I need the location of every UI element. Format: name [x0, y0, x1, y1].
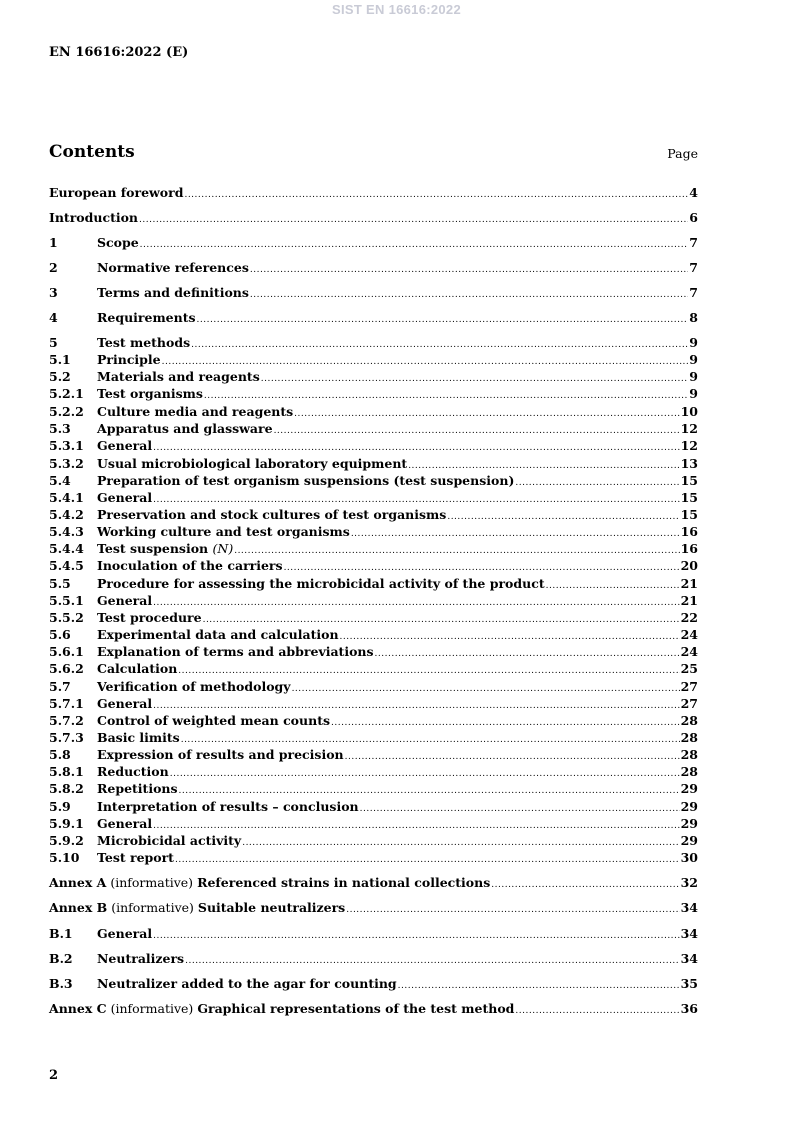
- toc-title-text: Apparatus and glassware: [97, 421, 273, 436]
- toc-section-title: [97, 335, 190, 351]
- toc-title-text: Scope: [97, 235, 139, 250]
- toc-section-title: [97, 456, 407, 472]
- toc-section-title: [97, 816, 152, 832]
- toc-dot-leader: [491, 877, 679, 893]
- toc-entry[interactable]: [49, 610, 698, 628]
- toc-section-number: 5.2: [49, 369, 71, 384]
- toc-dot-leader: [191, 337, 688, 353]
- toc-title-text: General: [97, 593, 153, 608]
- toc-section-number: 5.4.5: [49, 558, 84, 573]
- toc-section-number: 5: [49, 335, 58, 350]
- toc-section-title: [97, 438, 152, 454]
- toc-section-number: 5.7.1: [49, 696, 84, 711]
- toc-page-number: 28: [680, 713, 698, 728]
- toc-page-number: 24: [680, 644, 698, 659]
- toc-section-number: B.3: [49, 976, 73, 991]
- toc-entry[interactable]: [49, 661, 698, 679]
- toc-dot-leader: [242, 835, 679, 851]
- toc-page-number: 4: [689, 185, 698, 200]
- toc-page-number: 6: [689, 210, 698, 225]
- toc-section-number: 5.7.2: [49, 713, 84, 728]
- toc-title-text: Neutralizers: [97, 951, 185, 966]
- toc-section-title: [97, 730, 180, 746]
- toc-section-number: 5.4.4: [49, 541, 84, 556]
- toc-page-number: 34: [680, 951, 698, 966]
- toc-title-text: Test report: [97, 850, 174, 865]
- toc-dot-leader: [197, 312, 689, 328]
- toc-page-number: 24: [680, 627, 698, 642]
- toc-entry[interactable]: [49, 764, 698, 782]
- toc-section-title: [97, 610, 202, 626]
- toc-dot-leader: [153, 492, 679, 508]
- toc-page-number: 9: [689, 352, 698, 367]
- table-of-contents: [49, 0, 698, 1122]
- toc-section-title: [97, 558, 283, 574]
- toc-section-title: [97, 696, 152, 712]
- toc-section-number: 3: [49, 285, 58, 300]
- toc-dot-leader: [351, 526, 680, 542]
- toc-page-number: 21: [680, 593, 698, 608]
- toc-section-title: [49, 210, 138, 226]
- toc-page-number: 22: [680, 610, 698, 625]
- toc-title-text: Calculation: [97, 661, 178, 676]
- toc-title-text: General: [97, 696, 153, 711]
- toc-title-text: General: [97, 816, 153, 831]
- toc-section-number: 4: [49, 310, 58, 325]
- toc-section-title: [49, 185, 183, 201]
- toc-title-text: Test procedure: [97, 610, 202, 625]
- toc-page-number: 27: [680, 696, 698, 711]
- toc-title-text: Microbicidal activity: [97, 833, 242, 848]
- toc-dot-leader: [284, 560, 680, 576]
- toc-section-title: [97, 507, 446, 523]
- toc-section-title: [97, 644, 374, 660]
- toc-entry[interactable]: [49, 352, 698, 370]
- toc-dot-leader: [250, 287, 688, 303]
- toc-page-number: 21: [680, 576, 698, 591]
- toc-section-number: B.1: [49, 926, 73, 941]
- toc-section-number: 5.8.1: [49, 764, 84, 779]
- toc-page-number: 7: [689, 235, 698, 250]
- toc-section-title: [97, 386, 203, 402]
- toc-section-title: [97, 627, 339, 643]
- toc-dot-leader: [294, 406, 679, 422]
- toc-entry[interactable]: [49, 799, 698, 817]
- toc-dot-leader: [179, 783, 680, 799]
- toc-page-number: 7: [689, 260, 698, 275]
- toc-title-text: Terms and definitions: [97, 285, 249, 300]
- toc-entry[interactable]: [49, 335, 698, 353]
- toc-title-text: Test suspension: [97, 541, 213, 556]
- toc-section-number: 5.6: [49, 627, 71, 642]
- toc-section-title: [97, 661, 177, 677]
- toc-title-text: Requirements: [97, 310, 196, 325]
- toc-section-title: [97, 679, 291, 695]
- toc-dot-leader: [153, 818, 679, 834]
- toc-entry[interactable]: [49, 976, 698, 994]
- toc-dot-leader: [408, 458, 679, 474]
- toc-title-text: Culture media and reagents: [97, 404, 294, 419]
- toc-title-text: Inoculation of the carriers: [97, 558, 283, 573]
- toc-dot-leader: [250, 262, 688, 278]
- toc-section-title: [97, 747, 344, 763]
- toc-dot-leader: [345, 749, 680, 765]
- toc-entry[interactable]: [49, 456, 698, 474]
- toc-section-title: [97, 850, 174, 866]
- toc-section-title: [97, 713, 330, 729]
- toc-section-title: [97, 490, 152, 506]
- toc-entry[interactable]: [49, 816, 698, 834]
- toc-page-number: 28: [680, 747, 698, 762]
- toc-dot-leader: [170, 766, 680, 782]
- contents-heading: Contents: [49, 142, 135, 162]
- toc-page-number: 34: [680, 900, 698, 915]
- toc-section-number: 5.6.1: [49, 644, 84, 659]
- toc-entry[interactable]: [49, 730, 698, 748]
- toc-title-text: Control of weighted mean counts: [97, 713, 331, 728]
- toc-entry[interactable]: [49, 951, 698, 969]
- toc-page-number: 15: [680, 507, 698, 522]
- toc-dot-leader: [331, 715, 680, 731]
- toc-entry[interactable]: [49, 875, 698, 893]
- toc-dot-leader: [153, 928, 679, 944]
- toc-annex-label: Annex C: [49, 1001, 107, 1016]
- toc-page-number: 16: [680, 541, 698, 556]
- toc-entry[interactable]: [49, 679, 698, 697]
- toc-dot-leader: [274, 423, 680, 439]
- toc-page-number: 13: [680, 456, 698, 471]
- toc-entry[interactable]: [49, 696, 698, 714]
- toc-section-title: [97, 369, 260, 385]
- toc-annex-note: (informative): [110, 875, 194, 890]
- toc-page-number: 25: [680, 661, 698, 676]
- toc-entry[interactable]: [49, 185, 698, 203]
- toc-title-text: Interpretation of results – conclusion: [97, 799, 359, 814]
- toc-dot-leader: [204, 388, 688, 404]
- toc-dot-leader: [360, 801, 680, 817]
- toc-page-number: 15: [680, 473, 698, 488]
- toc-title-text: Neutralizer added to the agar for counting: [97, 976, 397, 991]
- toc-section-title: [97, 235, 139, 251]
- toc-page-number: 27: [680, 679, 698, 694]
- toc-page-number: 34: [680, 926, 698, 941]
- toc-entry[interactable]: [49, 576, 698, 594]
- toc-title-text: Procedure for assessing the microbicidal activity of the product: [97, 576, 545, 591]
- toc-section-number: 5.9: [49, 799, 71, 814]
- toc-section-number: 5.4: [49, 473, 71, 488]
- toc-entry[interactable]: [49, 386, 698, 404]
- toc-annex-note: (informative): [111, 900, 194, 915]
- toc-title-text: Repetitions: [97, 781, 178, 796]
- toc-title-text: European foreword: [49, 185, 184, 200]
- toc-dot-leader: [153, 440, 679, 456]
- toc-title-text: General: [97, 926, 153, 941]
- toc-title-text: Basic limits: [97, 730, 180, 745]
- toc-page-number: 15: [680, 490, 698, 505]
- toc-dot-leader: [515, 475, 679, 491]
- toc-page-number: 32: [680, 875, 698, 890]
- toc-section-number: 2: [49, 260, 58, 275]
- footer-page-number: 2: [49, 1068, 59, 1083]
- toc-title-text: Principle: [97, 352, 161, 367]
- toc-section-number: 5.9.2: [49, 833, 84, 848]
- toc-annex-note: (informative): [110, 1001, 194, 1016]
- toc-section-number: 5.3.1: [49, 438, 84, 453]
- toc-page-number: 29: [680, 799, 698, 814]
- toc-section-title: [97, 473, 514, 489]
- toc-section-number: 5.1: [49, 352, 71, 367]
- toc-title-text: Referenced strains in national collections: [197, 875, 491, 890]
- toc-section-number: 5.3: [49, 421, 71, 436]
- toc-title-text: Expression of results and precision: [97, 747, 344, 762]
- toc-title-text: Preparation of test organism suspensions (test suspension): [97, 473, 515, 488]
- toc-page-number: 12: [680, 438, 698, 453]
- toc-section-title: [97, 310, 196, 326]
- toc-title-text: Verification of methodology: [97, 679, 291, 694]
- toc-entry[interactable]: [49, 438, 698, 456]
- toc-page-number: 29: [680, 781, 698, 796]
- toc-section-title: [97, 260, 249, 276]
- toc-dot-leader: [261, 371, 689, 387]
- toc-section-number: 5.4.3: [49, 524, 84, 539]
- toc-page-number: 9: [689, 335, 698, 350]
- toc-page-number: 9: [689, 386, 698, 401]
- toc-section-number: 5.2.2: [49, 404, 84, 419]
- toc-section-title: [97, 285, 249, 301]
- toc-entry[interactable]: [49, 926, 698, 944]
- toc-section-number: 5.8.2: [49, 781, 84, 796]
- page-column-label: Page: [667, 146, 698, 161]
- toc-entry[interactable]: [49, 235, 698, 253]
- toc-title-symbol: (N): [212, 541, 234, 556]
- toc-section-number: 5.6.2: [49, 661, 84, 676]
- toc-section-title: [97, 799, 359, 815]
- toc-title-text: Normative references: [97, 260, 249, 275]
- watermark: SIST EN 16616:2022: [332, 2, 461, 17]
- toc-page-number: 30: [680, 850, 698, 865]
- toc-page-number: 20: [680, 558, 698, 573]
- toc-section-number: 5.4.2: [49, 507, 84, 522]
- toc-entry[interactable]: [49, 369, 698, 387]
- toc-dot-leader: [185, 953, 679, 969]
- toc-page-number: 7: [689, 285, 698, 300]
- toc-entry[interactable]: [49, 490, 698, 508]
- toc-section-number: 5.8: [49, 747, 71, 762]
- toc-section-number: 5.7.3: [49, 730, 84, 745]
- toc-page-number: 10: [680, 404, 698, 419]
- toc-entry[interactable]: [49, 833, 698, 851]
- toc-dot-leader: [203, 612, 680, 628]
- toc-dot-leader: [546, 578, 680, 594]
- toc-title-text: Suitable neutralizers: [197, 900, 346, 915]
- toc-entry[interactable]: [49, 781, 698, 799]
- toc-dot-leader: [175, 852, 680, 868]
- toc-section-title: [97, 352, 161, 368]
- toc-page-number: 29: [680, 833, 698, 848]
- toc-section-title: [197, 1001, 514, 1017]
- toc-dot-leader: [140, 237, 689, 253]
- toc-title-text: General: [97, 490, 153, 505]
- toc-section-number: 1: [49, 235, 58, 250]
- toc-section-number: 5.5.2: [49, 610, 84, 625]
- toc-dot-leader: [375, 646, 680, 662]
- toc-page-number: 29: [680, 816, 698, 831]
- toc-section-number: 5.7: [49, 679, 71, 694]
- toc-title-text: Graphical representations of the test method: [197, 1001, 515, 1016]
- toc-entry[interactable]: [49, 593, 698, 611]
- toc-page-number: 36: [680, 1001, 698, 1016]
- toc-section-title: [97, 404, 293, 420]
- toc-entry[interactable]: [49, 473, 698, 491]
- toc-title-text: Reduction: [97, 764, 169, 779]
- toc-dot-leader: [153, 595, 679, 611]
- toc-title-text: General: [97, 438, 153, 453]
- toc-page-number: 28: [680, 764, 698, 779]
- toc-title-text: Materials and reagents: [97, 369, 260, 384]
- toc-section-number: B.2: [49, 951, 73, 966]
- toc-section-title: [97, 976, 397, 992]
- toc-entry[interactable]: [49, 558, 698, 576]
- toc-entry[interactable]: [49, 524, 698, 542]
- toc-section-title: [97, 593, 152, 609]
- toc-annex-label: Annex B: [49, 900, 108, 915]
- toc-entry[interactable]: [49, 850, 698, 868]
- toc-entry[interactable]: [49, 713, 698, 731]
- toc-entry[interactable]: [49, 644, 698, 662]
- toc-entry[interactable]: [49, 541, 698, 559]
- toc-section-number: 5.3.2: [49, 456, 84, 471]
- toc-section-title: [97, 781, 178, 797]
- toc-dot-leader: [398, 978, 680, 994]
- toc-section-number: 5.9.1: [49, 816, 84, 831]
- toc-section-title: [97, 951, 184, 967]
- toc-section-number: 5.5: [49, 576, 71, 591]
- toc-dot-leader: [184, 187, 688, 203]
- toc-section-title: [97, 421, 273, 437]
- toc-annex-label: Annex A: [49, 875, 107, 890]
- toc-entry[interactable]: [49, 310, 698, 328]
- toc-page-number: 16: [680, 524, 698, 539]
- toc-section-title: [97, 524, 350, 540]
- toc-page-number: 8: [689, 310, 698, 325]
- toc-page-number: 9: [689, 369, 698, 384]
- toc-section-number: 5.5.1: [49, 593, 84, 608]
- toc-entry[interactable]: [49, 421, 698, 439]
- toc-section-title: [97, 576, 545, 592]
- toc-dot-leader: [153, 698, 679, 714]
- toc-section-title: [97, 541, 233, 557]
- toc-section-title: [97, 926, 152, 942]
- toc-dot-leader: [447, 509, 679, 525]
- toc-section-number: 5.4.1: [49, 490, 84, 505]
- toc-dot-leader: [162, 354, 689, 370]
- toc-section-number: 5.2.1: [49, 386, 84, 401]
- document-id: EN 16616:2022 (E): [49, 45, 189, 60]
- toc-dot-leader: [340, 629, 680, 645]
- toc-entry[interactable]: [49, 507, 698, 525]
- toc-entry[interactable]: [49, 747, 698, 765]
- toc-entry[interactable]: [49, 285, 698, 303]
- toc-title-text: Preservation and stock cultures of test organisms: [97, 507, 447, 522]
- toc-title-text: Introduction: [49, 210, 139, 225]
- toc-entry[interactable]: [49, 260, 698, 278]
- toc-title-text: Usual microbiological laboratory equipment: [97, 456, 408, 471]
- toc-title-text: Experimental data and calculation: [97, 627, 339, 642]
- toc-dot-leader: [292, 681, 680, 697]
- toc-dot-leader: [181, 732, 680, 748]
- toc-entry[interactable]: [49, 210, 698, 228]
- toc-dot-leader: [234, 543, 679, 559]
- toc-entry[interactable]: [49, 1001, 698, 1019]
- toc-title-text: Test methods: [97, 335, 191, 350]
- toc-section-title: [97, 833, 241, 849]
- toc-dot-leader: [515, 1003, 679, 1019]
- toc-section-number: 5.10: [49, 850, 80, 865]
- toc-entry[interactable]: [49, 627, 698, 645]
- toc-dot-leader: [139, 212, 688, 228]
- toc-section-title: [197, 875, 490, 891]
- toc-page-number: 12: [680, 421, 698, 436]
- toc-title-text: Explanation of terms and abbreviations: [97, 644, 374, 659]
- toc-section-title: [198, 900, 345, 916]
- toc-title-text: Working culture and test organisms: [97, 524, 350, 539]
- toc-page-number: 35: [680, 976, 698, 991]
- toc-page-number: 28: [680, 730, 698, 745]
- toc-entry[interactable]: [49, 404, 698, 422]
- toc-title-text: Test organisms: [97, 386, 203, 401]
- toc-dot-leader: [178, 663, 679, 679]
- toc-entry[interactable]: [49, 900, 698, 918]
- toc-dot-leader: [346, 902, 679, 918]
- toc-section-title: [97, 764, 169, 780]
